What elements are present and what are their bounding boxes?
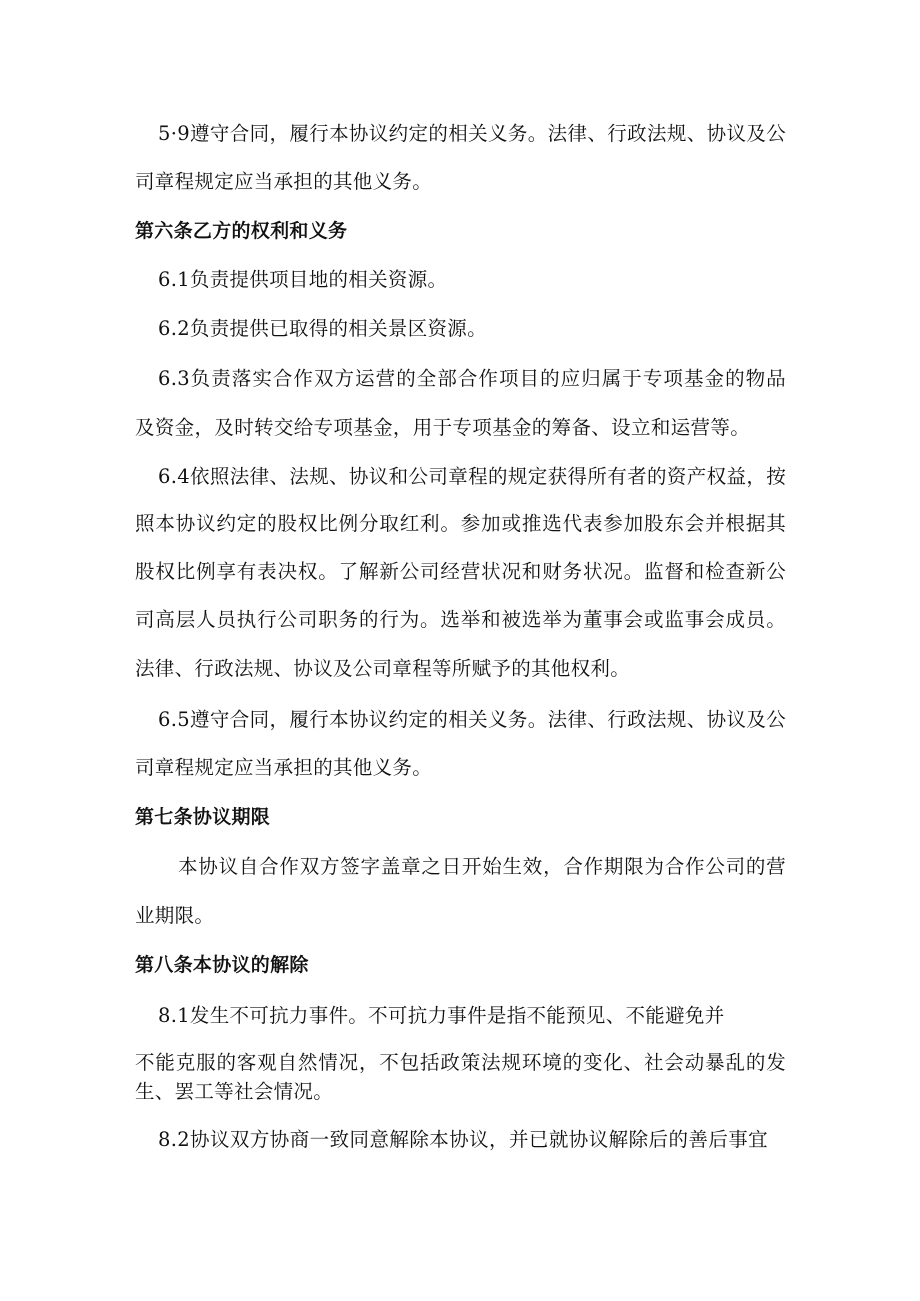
- clause-6-4-line-4: 司高层人员执行公司职务的行为。选举和被选举为董事会或监事会成员。: [135, 608, 786, 631]
- clause-6-5-line-1: 6.5遵守合同，履行本协议约定的相关义务。法律、行政法规、协议及公: [158, 708, 786, 731]
- clause-6-4-line-1: 6.4依照法律、法规、协议和公司章程的规定获得所有者的资产权益，按: [158, 465, 786, 488]
- article-7-text-line-1: 本协议自合作双方签字盖章之日开始生效，合作期限为合作公司的营: [178, 855, 786, 878]
- clause-8-1-line-2: 不能克服的客观自然情况，不包括政策法规环境的变化、社会动暴乱的发: [135, 1051, 786, 1074]
- clause-6-4-line-3: 股权比例享有表决权。了解新公司经营状况和财务状况。监督和检查新公: [135, 560, 786, 583]
- clause-8-1-line-3: 生、罢工等社会情况。: [135, 1080, 334, 1103]
- article-7-text-line-2: 业期限。: [135, 904, 215, 927]
- clause-6-4-line-5: 法律、行政法规、协议及公司章程等所赋予的其他权利。: [135, 657, 631, 680]
- clause-5-9-line-2: 司章程规定应当承担的其他义务。: [135, 170, 433, 193]
- clause-8-2-line-1: 8.2协议双方协商一致同意解除本协议，并已就协议解除后的善后事宜: [158, 1128, 768, 1151]
- article-7-heading: 第七条协议期限: [135, 806, 271, 828]
- article-8-heading: 第八条本协议的解除: [135, 954, 309, 976]
- clause-6-3-line-2: 及资金，及时转交给专项基金，用于专项基金的筹备、设立和运营等。: [135, 416, 750, 439]
- clause-6-2: 6.2负责提供已取得的相关景区资源。: [158, 317, 487, 340]
- clause-6-4-line-2: 照本协议约定的股权比例分取红利。参加或推选代表参加股东会并根据其: [135, 512, 786, 535]
- clause-6-3-line-1: 6.3负责落实合作双方运营的全部合作项目的应归属于专项基金的物品: [158, 367, 786, 390]
- article-6-heading: 第六条乙方的权利和义务: [135, 220, 348, 242]
- clause-6-5-line-2: 司章程规定应当承担的其他义务。: [135, 756, 433, 779]
- clause-8-1-line-1: 8.1发生不可抗力事件。不可抗力事件是指不能预见、不能避免并: [158, 1004, 725, 1027]
- clause-5-9-line-1: 5·9遵守合同，履行本协议约定的相关义务。法律、行政法规、协议及公: [158, 122, 786, 145]
- clause-6-1: 6.1负责提供项目地的相关资源。: [158, 268, 448, 291]
